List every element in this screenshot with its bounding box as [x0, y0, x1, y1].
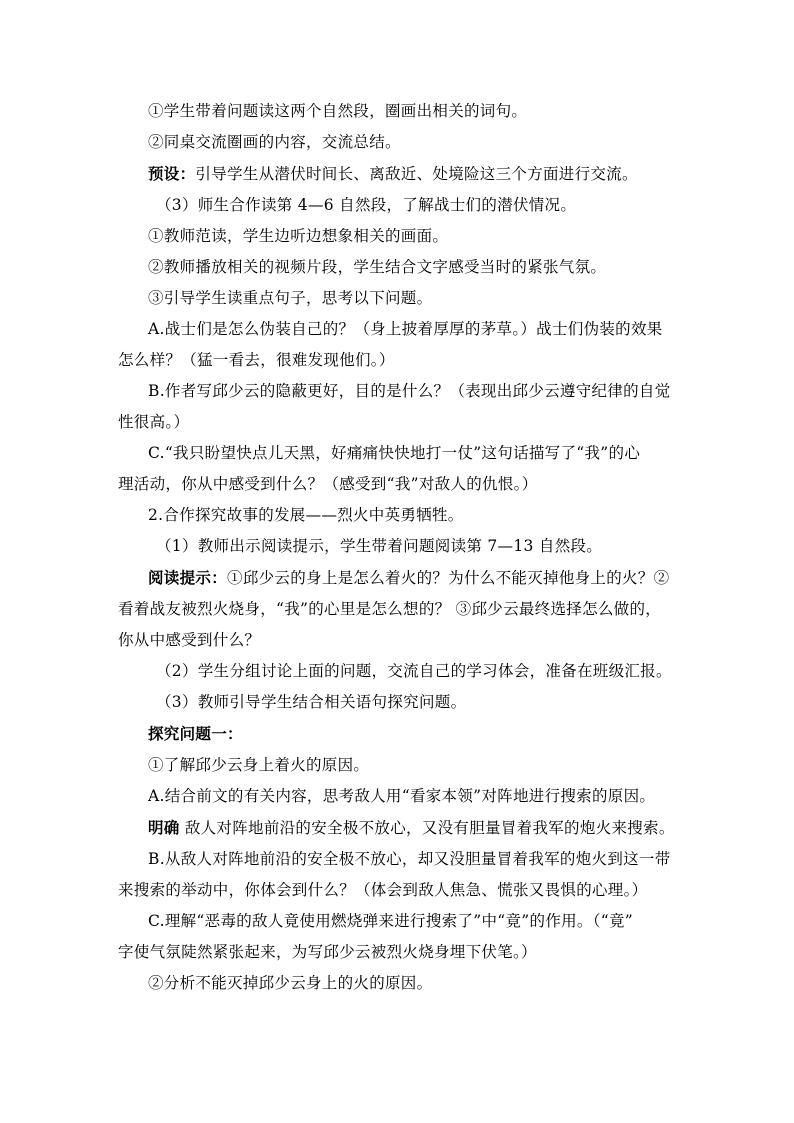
paragraph-line: B.作者写邱少云的隐蔽更好，目的是什么？（表现出邱少云遵守纪律的自觉 — [148, 382, 671, 400]
paragraph-line: B.从敌人对阵地前沿的安全极不放心，却又没胆量冒着我军的炮火到这一带 — [148, 850, 671, 868]
paragraph-line: 怎么样？（猛一看去，很难发现他们。） — [118, 351, 395, 369]
paragraph-line: A.战士们是怎么伪装自己的？（身上披着厚厚的茅草。）战士们伪装的效果 — [148, 320, 663, 338]
paragraph-line: ②分析不能灭掉邱少云身上的火的原因。 — [148, 974, 433, 992]
paragraph-line — [118, 718, 678, 750]
clarify-text: 敌人对阵地前沿的安全极不放心，又没有胆量冒着我军的炮火来搜索。 — [179, 819, 675, 837]
paragraph-line: ①教师范读，学生边听边想象相关的画面。 — [148, 227, 449, 245]
paragraph-line: A.结合前文的有关内容，思考敌人用“看家本领”对阵地进行搜索的原因。 — [148, 787, 656, 805]
paragraph-line: C.“我只盼望快点儿天黑，好痛痛快快地打一仗”这句话描写了“我”的心 — [148, 444, 641, 462]
paragraph-line: （2）学生分组讨论上面的问题，交流自己的学习体会，准备在班级汇报。 — [156, 662, 672, 680]
paragraph-line: 你从中感受到什么？ — [118, 631, 261, 649]
reading-tip-text: ①邱少云的身上是怎么着火的？为什么不能灭掉他身上的火？② — [227, 569, 670, 587]
paragraph-line: （3）师生合作读第 4—6 自然段，了解战士们的潜伏情况。 — [156, 196, 577, 214]
paragraph-line: 理活动，你从中感受到什么？（感受到“我”对敌人的仇恨。） — [118, 475, 538, 493]
paragraph-line — [118, 812, 678, 844]
paragraph-line: ①了解邱少云身上着火的原因。 — [148, 756, 370, 774]
paragraph-line: 字使气氛陡然紧张起来，为写邱少云被烈火烧身埋下伏笔。） — [118, 943, 537, 961]
reading-tip-label: 阅读提示： — [148, 568, 228, 587]
paragraph-line: 性很高。） — [118, 413, 190, 431]
paragraph-line: ③引导学生读重点句子，思考以下问题。 — [148, 289, 433, 307]
paragraph-line: （1）教师出示阅读提示，学生带着问题阅读第 7—13 自然段。 — [156, 537, 603, 555]
preset-label: 预设： — [148, 164, 196, 183]
paragraph-line: 来搜索的举动中，你体会到什么？（体会到敌人焦急、慌张又畏惧的心理。） — [118, 881, 648, 899]
paragraph-line: ①学生带着问题读这两个自然段，圈画出相关的词句。 — [148, 102, 528, 120]
paragraph-line: C.理解“恶毒的敌人竟使用燃烧弹来进行搜索了”中“竟”的作用。（“竟” — [148, 912, 634, 930]
document-body — [118, 96, 678, 999]
clarify-label: 明确 — [148, 818, 180, 837]
paragraph-line — [118, 158, 678, 190]
paragraph-line: ②同桌交流圈画的内容，交流总结。 — [148, 133, 401, 151]
question-one-label: 探究问题一： — [148, 724, 243, 743]
paragraph-line: ②教师播放相关的视频片段，学生结合文字感受当时的紧张气氛。 — [148, 258, 607, 276]
paragraph-line: 看着战友被烈火烧身，“我”的心里是怎么想的？ ③邱少云最终选择怎么做的， — [118, 600, 662, 618]
paragraph-line — [118, 562, 678, 594]
paragraph-line: 2.合作探究故事的发展——烈火中英勇牺牲。 — [148, 506, 464, 524]
paragraph-line: （3）教师引导学生结合相关语句探究问题。 — [156, 693, 467, 711]
preset-text: 引导学生从潜伏时间长、离敌近、处境险这三个方面进行交流。 — [195, 165, 638, 183]
